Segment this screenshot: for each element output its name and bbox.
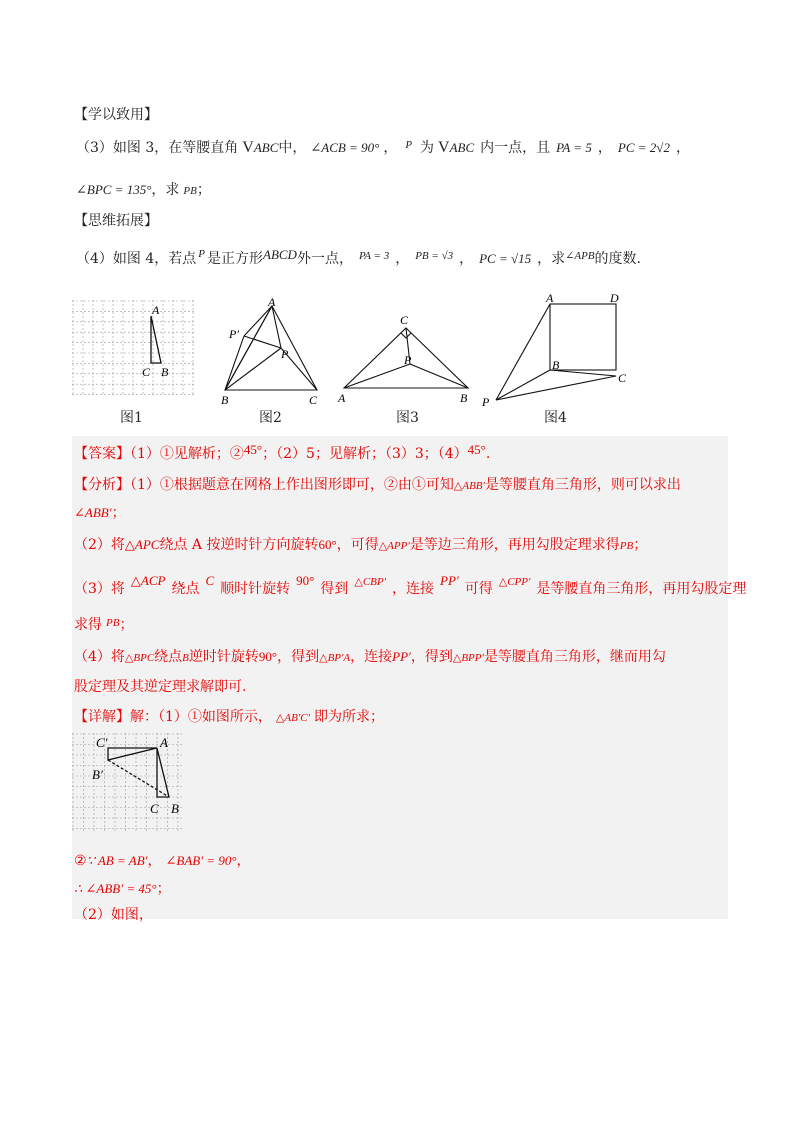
analysis-p3-line1: （3）将△ACP绕点C顺时针旋转90°得到 $^{\triangle CBP'}$ ，连接PP′可得 $^{\triangle CPP'}$ 是等腰直角三角形，再用勾股定理 bbox=[74, 573, 747, 597]
figure-4 bbox=[480, 290, 630, 410]
analysis-p4-line1: （4）将△BPC绕点B逆时针旋转90°，得到△BP′A，连接PP′，得到△BPP′是等腰直角三角形，继而用勾 bbox=[74, 649, 666, 665]
figure-5-grid bbox=[72, 733, 184, 833]
figure-2-caption: 图2 bbox=[259, 410, 282, 426]
fig2-label-pprime: P′ bbox=[229, 327, 239, 341]
fig5-label-cprime: C′ bbox=[96, 735, 108, 750]
fig3-label-b: B bbox=[460, 391, 468, 405]
q3-line1: （3）如图 3，在等腰直角 VABC中， ∠ACB = 90° ， $^P$ 为 VABC 内一点，且 PA = 5 ， PC = 2√2 ， bbox=[76, 139, 690, 156]
figure-1-caption: 图1 bbox=[120, 410, 143, 426]
analysis-line1: 【分析】（1）①根据题意在网格上作出图形即可，②由①可知△ABB′是等腰直角三角形，则可以求出 bbox=[74, 477, 681, 493]
fig4-label-b: B bbox=[552, 358, 560, 372]
fig4-label-d: D bbox=[610, 291, 619, 305]
fig3-label-p: P bbox=[404, 353, 412, 367]
q3-line2: ∠BPC = 135°，求 PB； bbox=[76, 182, 211, 198]
fig5-label-c: C bbox=[150, 801, 159, 816]
fig4-label-a: A bbox=[546, 291, 554, 305]
fig3-label-a: A bbox=[338, 391, 346, 405]
figure-3 bbox=[336, 310, 476, 406]
fig5-label-b: B bbox=[171, 801, 179, 816]
detail-line1: 【详解】解：（1）①如图所示， △AB′C′ 即为所求； bbox=[74, 709, 384, 725]
detail-line2: ②∵ AB = AB′， ∠BAB′ = 90°， bbox=[74, 853, 251, 869]
detail-line3: ∴ ∠ABB′ = 45°； bbox=[74, 881, 171, 897]
fig2-label-c: C bbox=[309, 393, 318, 406]
fig1-label-c: C bbox=[142, 365, 151, 379]
fig4-label-p: P bbox=[482, 395, 490, 409]
fig5-label-bprime: B′ bbox=[92, 767, 103, 782]
fig3-label-c: C bbox=[400, 313, 409, 327]
fig1-label-a: A bbox=[152, 303, 160, 317]
figure-1-grid bbox=[72, 300, 196, 396]
fig1-label-b: B bbox=[161, 365, 169, 379]
fig2-label-p: P bbox=[281, 347, 289, 361]
q4-line: （4）如图 4，若点 $^P$ 是正方形ABCD外一点， $^{PA = 3}$ ， $^{PB = √3}$ ， PC = √15 ，求$^{\angle APB}$的度数. bbox=[76, 247, 641, 267]
extend-heading: 【思维拓展】 bbox=[74, 213, 158, 229]
answer-line: 【答案】（1）①见解析；②45°；（2）5；见解析；（3）3；（4）45°. bbox=[74, 442, 491, 462]
figure-2 bbox=[215, 296, 327, 406]
analysis-p4-line2: 股定理及其逆定理求解即可. bbox=[74, 679, 247, 695]
detail-line4: （2）如图， bbox=[74, 907, 153, 923]
analysis-line2: ∠ABB′； bbox=[74, 505, 126, 521]
figure-4-caption: 图4 bbox=[544, 410, 567, 426]
analysis-p3-line2: 求得 $^{PB}$； bbox=[74, 617, 134, 633]
fig5-label-a: A bbox=[160, 735, 168, 750]
figure-3-caption: 图3 bbox=[396, 410, 419, 426]
fig2-label-a: A bbox=[268, 296, 276, 309]
apply-heading: 【学以致用】 bbox=[74, 107, 158, 123]
fig2-label-b: B bbox=[221, 393, 229, 406]
analysis-p2: （2）将△APC绕点 A 按逆时针方向旋转60°，可得△APP′是等边三角形，再用勾股定理求得PB； bbox=[74, 537, 648, 553]
fig4-label-c: C bbox=[618, 371, 627, 385]
